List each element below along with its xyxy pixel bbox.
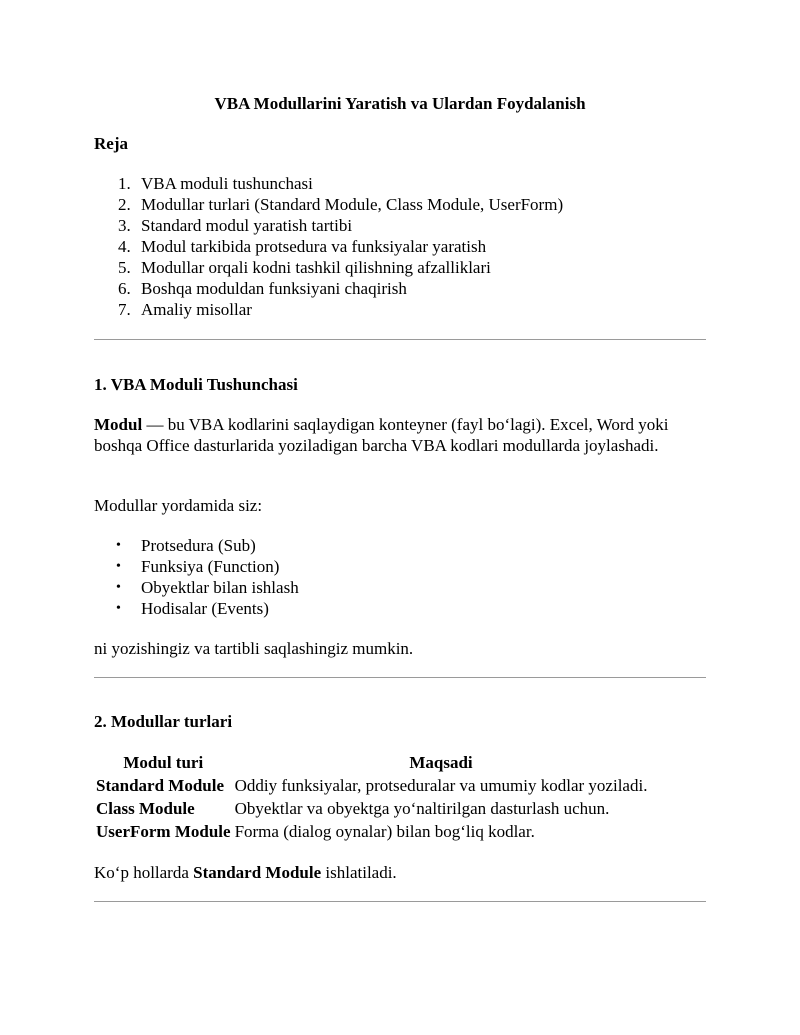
list-item: • Funksiya (Function) — [116, 557, 280, 576]
column-header-type: Modul turi — [123, 753, 204, 772]
standard-module-emphasis: Standard Module — [193, 863, 322, 882]
list-item: 3. Standard modul yaratish tartibi — [118, 216, 353, 235]
table-row — [94, 797, 649, 820]
list-item: • Hodisalar (Events) — [116, 599, 269, 618]
plan-list — [94, 173, 563, 320]
module-types-table — [94, 751, 649, 843]
list-item: • Protsedura (Sub) — [116, 536, 256, 555]
list-item: • Obyektlar bilan ishlash — [116, 578, 299, 597]
modules-outro: ni yozishingiz va tartibli saqlashingiz mumkin. — [94, 639, 414, 658]
table-header-row — [94, 751, 649, 774]
horizontal-rule — [94, 901, 706, 902]
list-item: 7. Amaliy misollar — [118, 300, 252, 319]
list-item: 1. VBA moduli tushunchasi — [118, 174, 313, 193]
module-purpose-cell: Forma (dialog oynalar) bilan bog‘liq kodlar. — [234, 822, 535, 841]
module-definition-text: — bu VBA kodlarini saqlaydigan konteyner (fayl bo‘lagi). Excel, Word yoki boshqa Office dasturlarida yoziladigan barcha VBA kodlari modullarda joylashadi. — [94, 415, 669, 455]
module-type-cell: UserForm Module — [96, 822, 231, 841]
bullet-icon: • — [116, 538, 121, 553]
module-type-cell: Class Module — [96, 799, 195, 818]
module-definition — [94, 414, 694, 456]
list-item: 2. Modullar turlari (Standard Module, Class Module, UserForm) — [118, 195, 564, 214]
horizontal-rule — [94, 677, 706, 678]
list-item: 6. Boshqa moduldan funksiyani chaqirish — [118, 279, 407, 298]
bullet-icon: • — [116, 580, 121, 595]
modules-bullet-list — [94, 535, 299, 619]
plan-heading: Reja — [94, 134, 128, 153]
module-term: Modul — [94, 415, 143, 434]
list-item: 4. Modul tarkibida protsedura va funksiyalar yaratish — [118, 237, 487, 256]
table-row — [94, 820, 649, 843]
horizontal-rule — [94, 339, 706, 340]
standard-module-note: Ko‘p hollarda Standard Module ishlatiladi. — [94, 863, 397, 882]
table-row — [94, 774, 649, 797]
module-type-cell: Standard Module — [96, 776, 224, 795]
list-item: 5. Modullar orqali kodni tashkil qilishning afzalliklari — [118, 258, 491, 277]
column-header-purpose: Maqsadi — [409, 753, 473, 772]
modules-intro: Modullar yordamida siz: — [94, 496, 263, 515]
section2-heading: 2. Modullar turlari — [94, 712, 233, 731]
bullet-icon: • — [116, 559, 121, 574]
module-purpose-cell: Oddiy funksiyalar, protseduralar va umumiy kodlar yoziladi. — [234, 776, 648, 795]
section1-heading: 1. VBA Moduli Tushunchasi — [94, 375, 298, 394]
document-title: VBA Modullarini Yaratish va Ulardan Foydalanish — [214, 94, 586, 113]
module-purpose-cell: Obyektlar va obyektga yo‘naltirilgan dasturlash uchun. — [234, 799, 610, 818]
bullet-icon: • — [116, 601, 121, 616]
